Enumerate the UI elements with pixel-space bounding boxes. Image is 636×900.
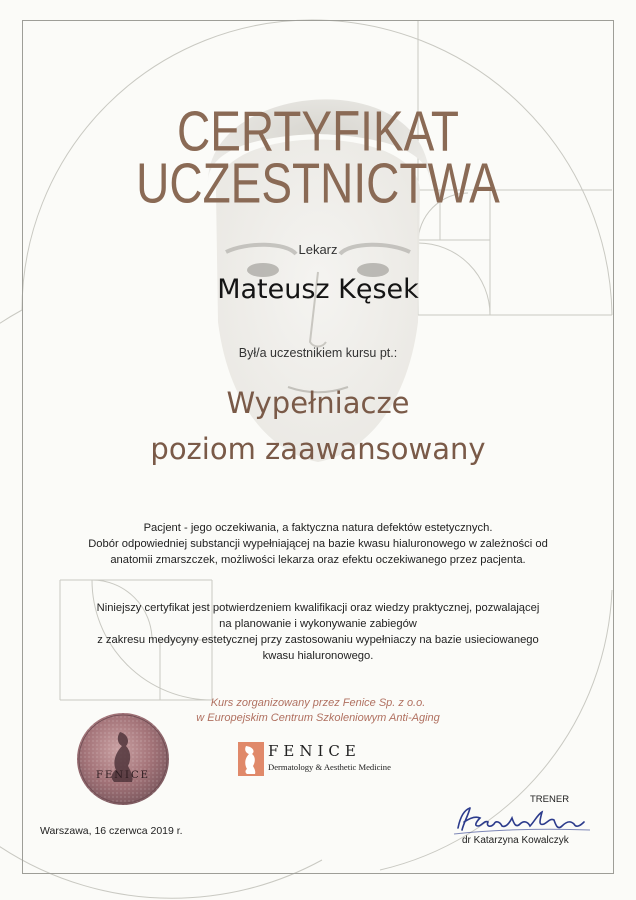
seal-text: FENICE [96, 770, 150, 781]
course-title-line1: Wypełniacze [226, 386, 410, 420]
description-line: Pacjent - jego oczekiwania, a faktyczna natura defektów estetycznych. [143, 522, 493, 534]
confirmation-line: Niniejszy certyfikat jest potwierdzeniem kwalifikacji oraz wiedzy praktycznej, pozwalającej [96, 602, 540, 614]
participant-name: Mateusz Kęsek [217, 274, 419, 305]
trainer-label: TRENER [530, 794, 570, 805]
participation-statement: Był/a uczestnikiem kursu pt.: [238, 346, 398, 360]
logo-wordmark: FENICE [268, 742, 361, 760]
confirmation-line: na planowanie i wykonywanie zabiegów [219, 618, 417, 630]
qualification-statement [60, 600, 576, 664]
confirmation-line: z zakresu medycyny estetycznej przy zastosowaniu wypełniaczy na bazie usieciowanego [97, 634, 539, 646]
trainer-signature [450, 800, 600, 840]
trainer-name: dr Katarzyna Kowalczyk [462, 835, 569, 846]
hologram-seal [76, 712, 170, 806]
certificate-title-line2: UCZESTNICTWA [136, 151, 500, 215]
course-description [60, 520, 576, 568]
fenice-logo [238, 742, 408, 778]
issue-date: Warszawa, 16 czerwca 2019 r. [40, 825, 183, 837]
fenice-logo-icon [238, 742, 264, 776]
logo-tagline: Dermatology & Aesthetic Medicine [268, 762, 391, 772]
organizer-line: w Europejskim Centrum Szkoleniowym Anti-Aging [196, 712, 440, 724]
participant-role: Lekarz [298, 242, 338, 257]
course-title-line2: poziom zaawansowany [150, 432, 486, 466]
confirmation-line: kwasu hialuronowego. [262, 650, 374, 662]
organizer-line: Kurs zorganizowany przez Fenice Sp. z o.o. [210, 697, 426, 709]
certificate-title-line1: CERTYFIKAT [177, 99, 459, 163]
description-line: anatomii zmarszczek, możliwości lekarza oraz efektu oczekiwanego przez pacjenta. [110, 554, 526, 566]
description-line: Dobór odpowiedniej substancji wypełniającej na bazie kwasu hialuronowego w zależności od [88, 538, 548, 550]
